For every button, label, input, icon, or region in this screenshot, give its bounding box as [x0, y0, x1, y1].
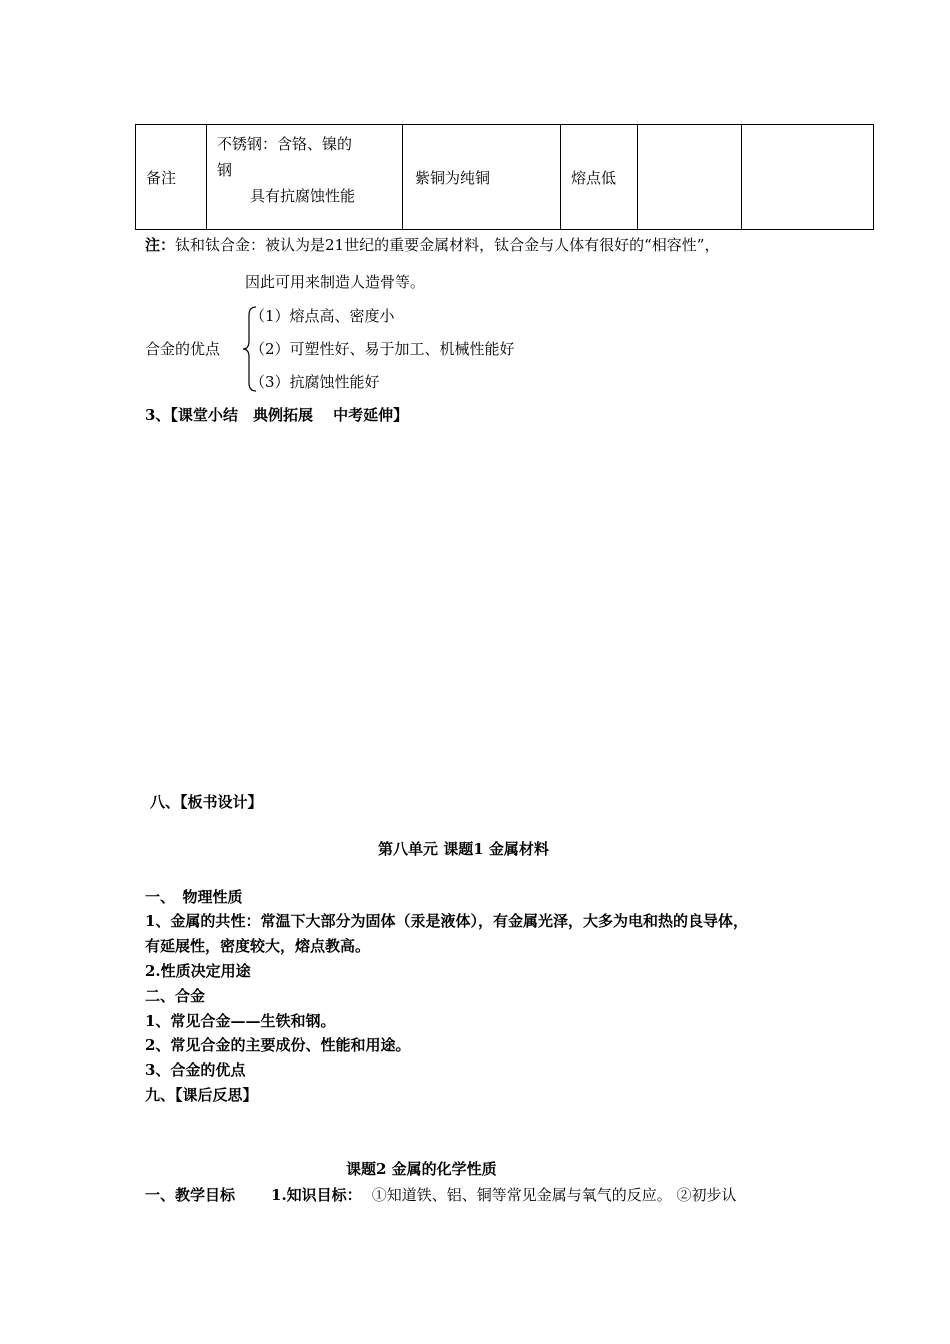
advantage-item: （3）抗腐蚀性能好: [250, 373, 380, 391]
copper-cell: 紫铜为纯铜: [403, 125, 561, 230]
advantage-item: （2）可塑性好、易于加工、机械性能好: [250, 340, 515, 358]
steel-line-2: 钢: [217, 161, 233, 179]
teaching-goals-line: [145, 1184, 736, 1205]
section-9-heading: 九、【课后反思】: [145, 1086, 258, 1104]
board-line: 2.性质决定用途: [145, 962, 251, 980]
goal-text: ①知道铁、铝、铜等常见金属与氧气的反应。 ②初步认: [371, 1186, 737, 1204]
board-title: 第八单元 课题1 金属材料: [378, 840, 549, 858]
steel-line-1: 不锈钢：含铬、镍的: [217, 135, 353, 153]
low-melting-cell: 熔点低: [561, 125, 638, 230]
board-line: 有延展性，密度较大，熔点教高。: [145, 937, 371, 955]
row-label: 备注: [136, 125, 207, 230]
board-line: 2、常见合金的主要成份、性能和用途。: [145, 1036, 411, 1054]
advantage-item: （1）熔点高、密度小: [250, 307, 395, 325]
board-line: 3、合金的优点: [145, 1061, 246, 1079]
goal-sub-label: 1.知识目标：: [271, 1186, 362, 1204]
empty-cell: [638, 125, 742, 230]
note-line-2: 因此可用来制造人造骨等。: [245, 273, 426, 291]
note-text-1: 钛和钛合金：被认为是21世纪的重要金属材料，钛合金与人体有很好的“相容性”，: [175, 236, 720, 254]
board-line: 1、金属的共性：常温下大部分为固体（汞是液体），有金属光泽，大多为电和热的良导体，: [145, 912, 748, 930]
section-8-heading: 八、【板书设计】: [150, 793, 263, 811]
advantages-label: 合金的优点: [145, 340, 221, 358]
board-line: 二、合金: [145, 987, 206, 1005]
board-line: 1、常见合金——生铁和钢。: [145, 1012, 336, 1030]
note-line-1: [145, 234, 719, 255]
notes-table: [135, 124, 874, 230]
lesson-2-title: 课题2 金属的化学性质: [346, 1160, 497, 1178]
note-prefix: 注：: [145, 236, 176, 254]
board-line: 一、 物理性质: [145, 888, 243, 906]
table-row: [136, 125, 874, 230]
section-3-heading: 3、【课堂小结 典例拓展 中考延伸】: [145, 406, 409, 424]
goal-label: 一、教学目标: [145, 1186, 236, 1204]
empty-cell: [742, 125, 874, 230]
stainless-steel-cell: [207, 125, 403, 230]
steel-line-3: 具有抗腐蚀性能: [250, 187, 356, 205]
